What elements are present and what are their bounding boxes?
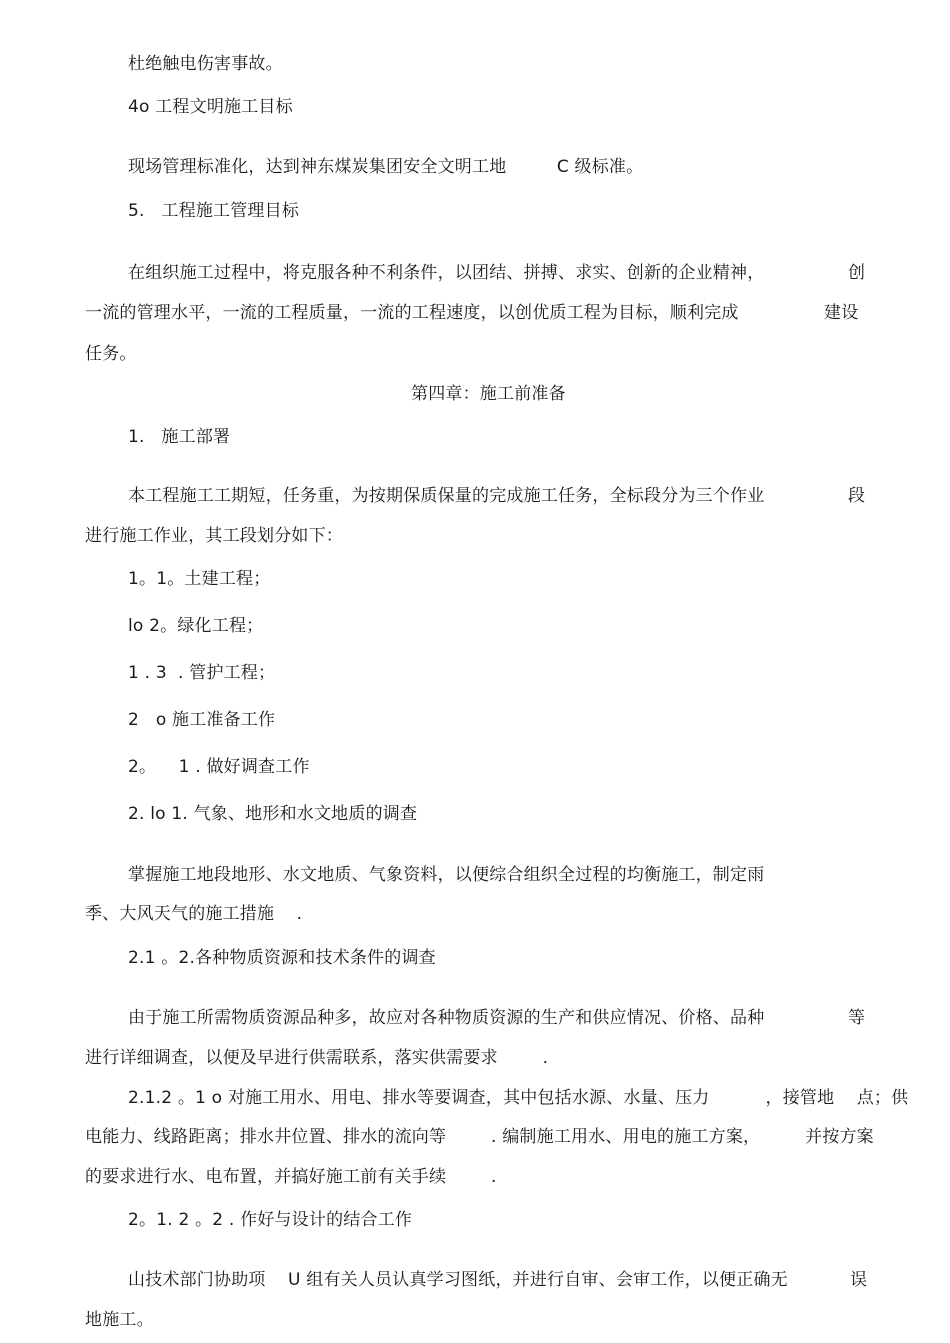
section-heading: 1. 施工部署	[128, 427, 231, 447]
section-heading: 2 o 施工准备工作	[128, 710, 276, 730]
text-line: 创	[848, 263, 866, 283]
text-line: 5. 工程施工管理目标	[128, 201, 300, 221]
text-line: 2.1.2 。1 o 对施工用水、用电、排水等要调查，其中包括水源、水量、压力 ，接管地 点；供	[128, 1088, 909, 1108]
text-line: 在组织施工过程中，将克服各种不利条件，以团结、拼搏、求实、创新的企业精神，	[128, 263, 765, 283]
list-item: lo 2。绿化工程；	[128, 616, 264, 636]
section-heading: 2. lo 1. 气象、地形和水文地质的调查	[128, 804, 418, 824]
text-line: 由于施工所需物质资源品种多，故应对各种物质资源的生产和供应情况、价格、品种	[128, 1008, 765, 1028]
text-line: 任务。	[85, 344, 137, 364]
text-line: 地施工。	[85, 1310, 154, 1330]
text-line: 现场管理标准化，达到神东煤炭集团安全文明工地 C 级标准。	[128, 157, 644, 177]
text-line: 季、大风天气的施工措施 .	[85, 904, 303, 924]
text-line: 本工程施工工期短，任务重，为按期保质保量的完成施工任务，全标段分为三个作业	[128, 486, 765, 506]
list-item: 1。1。土建工程；	[128, 569, 271, 589]
text-line: 误	[850, 1270, 868, 1290]
text-line: 电能力、线路距离；排水井位置、排水的流向等 . 编制施工用水、用电的施工方案， 并按方案	[85, 1127, 874, 1147]
text-line: 杜绝触电伤害事故。	[128, 54, 283, 74]
text-line: 段	[848, 486, 866, 506]
text-line: 进行详细调查，以便及早进行供需联系，落实供需要求 .	[85, 1048, 549, 1068]
section-heading: 2.1 。2.各种物质资源和技术条件的调查	[128, 948, 436, 968]
list-item: 1 . 3 . 管护工程；	[128, 663, 276, 683]
section-heading: 2。1. 2 。2 . 作好与设计的结合工作	[128, 1210, 413, 1230]
chapter-heading: 第四章：施工前准备	[411, 384, 566, 404]
text-line: 4o 工程文明施工目标	[128, 97, 293, 117]
section-heading: 2。 1 . 做好调查工作	[128, 757, 310, 777]
text-line: 的要求进行水、电布置，并搞好施工前有关手续 .	[85, 1167, 497, 1187]
text-line: 建设	[824, 303, 859, 323]
text-line: 等	[848, 1008, 866, 1028]
text-line: 一流的管理水平，一流的工程质量，一流的工程速度，以创优质工程为目标，顺利完成	[85, 303, 739, 323]
text-line: 掌握施工地段地形、水文地质、气象资料，以便综合组织全过程的均衡施工，制定雨	[128, 865, 765, 885]
text-line: 山技术部门协助项 U 组有关人员认真学习图纸，并进行自审、会审工作，以便正确无	[128, 1270, 788, 1290]
text-line: 进行施工作业，其工段划分如下：	[85, 526, 343, 546]
